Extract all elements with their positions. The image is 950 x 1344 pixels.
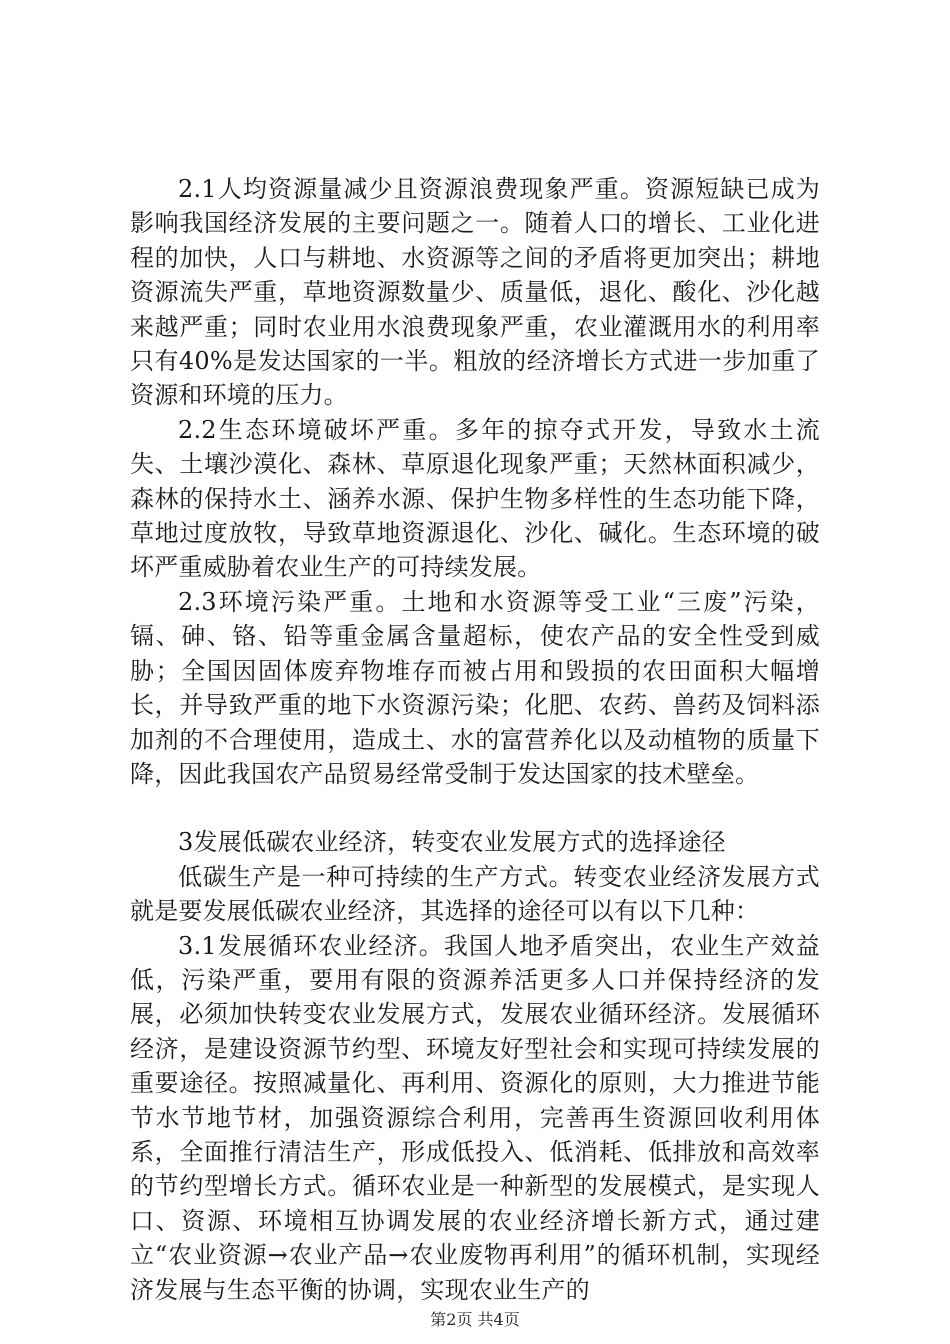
- section-spacer: [130, 791, 820, 825]
- paragraph-2-1: 2.1人均资源量减少且资源浪费现象严重。资源短缺已成为影响我国经济发展的主要问题之一。随着人口的增长、工业化进程的加快，人口与耕地、水资源等之间的矛盾将更加突出；耕地资源流失严重，草地资源数量少、质量低，退化、酸化、沙化越来越严重；同时农业用水浪费现象严重，农业灌溉用水的利用率只有40%是发达国家的一半。粗放的经济增长方式进一步加重了资源和环境的压力。: [130, 175, 820, 410]
- section-heading: 3发展低碳农业经济，转变农业发展方式的选择途径: [178, 828, 726, 857]
- page-number-footer: 第2页 共4页: [430, 1310, 520, 1329]
- paragraph-2-3: 2.3环境污染严重。土地和水资源等受工业“三废”污染，镉、砷、铬、铅等重金属含量超标，使农产品的安全性受到威胁；全国因固体废弃物堆存而被占用和毁损的农田面积大幅增长，并导致严重的地下水资源污染；化肥、农药、兽药及饲料添加剂的不合理使用，造成土、水的富营养化以及动植物的质量下降，因此我国农产品贸易经常受制于发达国家的技术壁垒。: [130, 587, 820, 788]
- paragraph-2-2: 2.2生态环境破坏严重。多年的掠夺式开发，导致水土流失、土壤沙漠化、森林、草原退化现象严重；天然林面积减少，森林的保持水土、涵养水源、保护生物多样性的生态功能下降，草地过度放牧，导致草地资源退化、沙化、碱化。生态环境的破坏严重威胁着农业生产的可持续发展。: [130, 415, 820, 582]
- document-body: [130, 172, 820, 1307]
- paragraph-3-intro: 低碳生产是一种可持续的生产方式。转变农业经济发展方式就是要发展低碳农业经济，其选择的途径可以有以下几种：: [130, 862, 820, 926]
- paragraph-3-1: 3.1发展循环农业经济。我国人地矛盾突出，农业生产效益低，污染严重，要用有限的资源养活更多人口并保持经济的发展，必须加快转变农业发展方式，发展农业循环经济。发展循环经济，是建设资源节约型、环境友好型社会和实现可持续发展的重要途径。按照减量化、再利用、资源化的原则，大力推进节能节水节地节材，加强资源综合利用，完善再生资源回收利用体系，全面推行清洁生产，形成低投入、低消耗、低排放和高效率的节约型增长方式。循环农业是一种新型的发展模式，是实现人口、资源、环境相互协调发展的农业经济增长新方式，通过建立“农业资源→农业产品→农业废物再利用”的循环机制，实现经济发展与生态平衡的协调，实现农业生产的: [130, 931, 820, 1304]
